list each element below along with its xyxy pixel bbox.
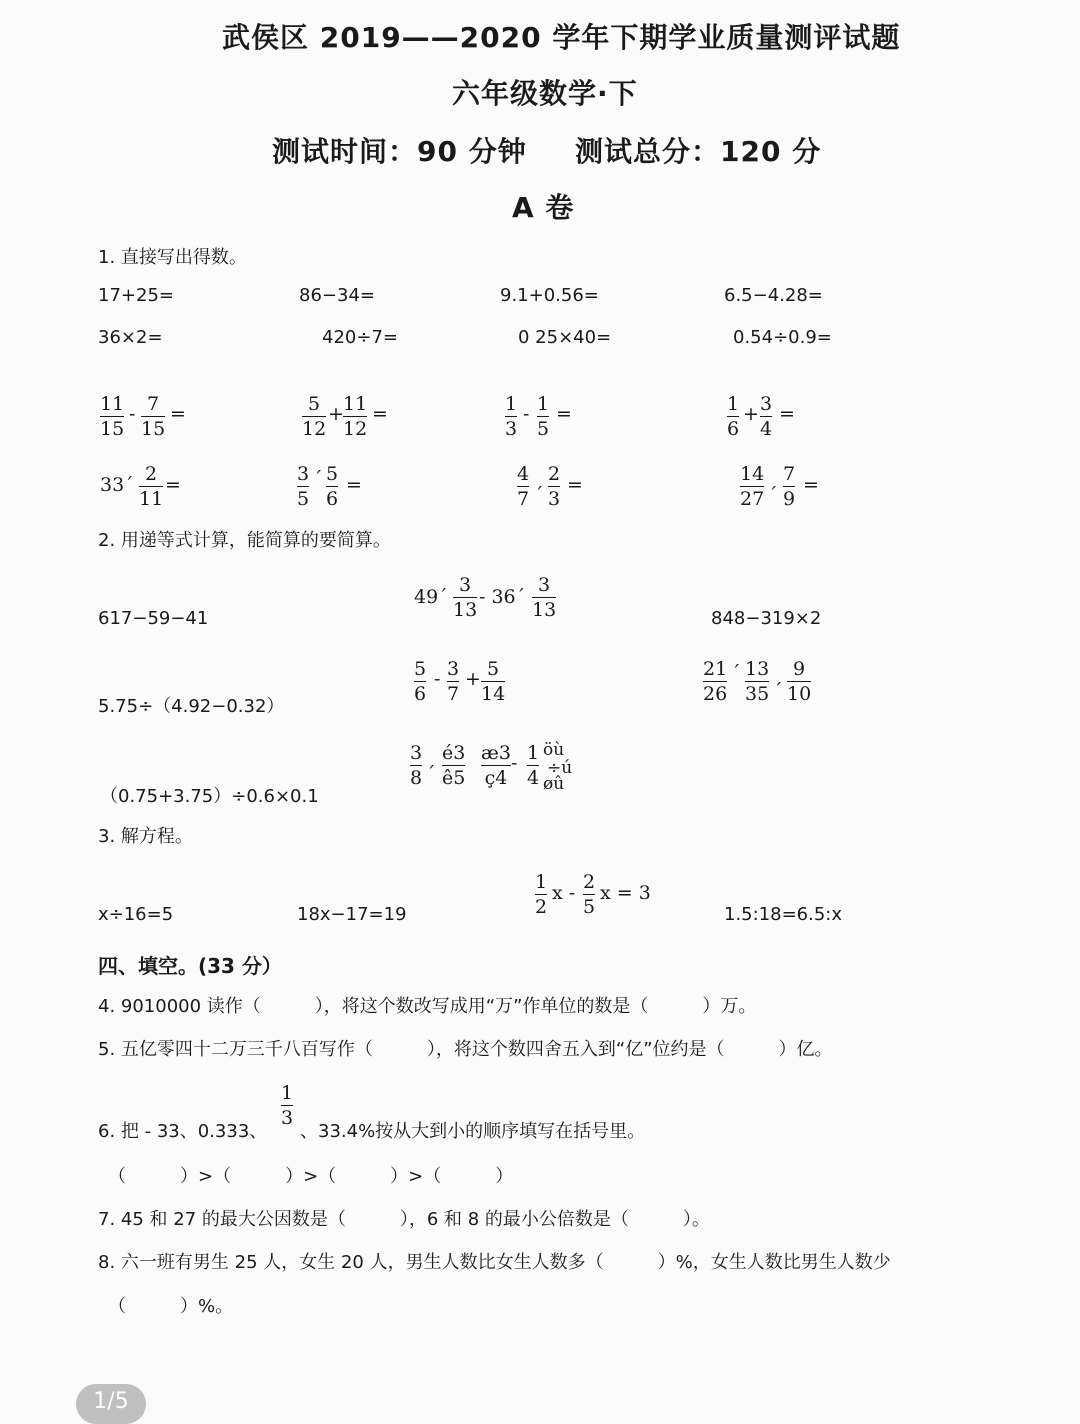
denominator: ê5	[442, 767, 466, 789]
exam-title: 武侯区 2019——2020 学年下期学业质量测评试题	[222, 21, 901, 54]
denominator: 26	[703, 683, 728, 705]
q4-item-4: 4. 9010000 读作（ ），将这个数改写成用“万”作单位的数是（ ）万。	[98, 996, 757, 1017]
item6-suffix: 、33.4%按从大到小的顺序填写在括号里。	[300, 1121, 646, 1142]
q1-row2-item: 0.54÷0.9=	[733, 327, 832, 348]
q1-row1-item: 86−34=	[299, 285, 375, 306]
q3-equation-a: x÷16=5	[98, 904, 174, 925]
denominator: ç4	[484, 767, 508, 789]
equals: =	[170, 403, 186, 425]
q1-heading: 1. 直接写出得数。	[98, 247, 247, 268]
equals: =	[556, 403, 572, 425]
term: x -	[552, 882, 576, 904]
numerator: 13	[745, 658, 770, 680]
numerator: 3	[459, 574, 472, 596]
operator: ´	[426, 763, 436, 785]
q4-item-8: 8. 六一班有男生 25 人，女生 20 人，男生人数比女生人数多（ ）%，女生人数比男生人数少	[98, 1252, 891, 1273]
numerator: 1	[281, 1082, 294, 1104]
numerator: 5	[414, 658, 427, 680]
numerator: 14	[740, 463, 765, 485]
equals: =	[372, 403, 388, 425]
denominator: 3	[505, 418, 518, 440]
denominator: 4	[760, 418, 773, 440]
page-indicator[interactable]: 1/5	[76, 1384, 146, 1424]
numerator: 5	[326, 463, 339, 485]
q4-item-8-continued: （ ）%。	[108, 1296, 234, 1317]
numerator: 3	[410, 742, 423, 764]
numerator: 1	[537, 393, 550, 415]
term: 49´	[414, 586, 448, 608]
denominator: 13	[532, 599, 557, 621]
equals: =	[803, 474, 819, 496]
q1-row1-item: 9.1+0.56=	[500, 285, 599, 306]
q3-equation-d: 1.5:18=6.5:x	[724, 904, 843, 925]
numerator: 7	[147, 393, 160, 415]
denominator: 27	[740, 488, 765, 510]
equals: =	[346, 474, 362, 496]
operator: ´	[534, 484, 544, 506]
equals: =	[779, 403, 795, 425]
denominator: 2	[535, 896, 548, 918]
numerator: 1	[505, 393, 518, 415]
denominator: 35	[745, 683, 770, 705]
section-label: A 卷	[512, 191, 575, 224]
operator: -	[129, 403, 136, 425]
term: x = 3	[600, 882, 651, 904]
numerator: 7	[783, 463, 796, 485]
denominator: 14	[481, 683, 506, 705]
numerator: 21	[703, 658, 728, 680]
operator: +	[328, 403, 344, 425]
q2-problem-a: 617−59−41	[98, 608, 209, 629]
q1-row2-item: 36×2=	[98, 327, 163, 348]
numerator: 4	[517, 463, 530, 485]
operator: -	[511, 752, 518, 774]
numerator: é3	[442, 742, 466, 764]
q4-heading: 四、填空。(33 分）	[98, 954, 282, 978]
denominator: 9	[783, 488, 796, 510]
denominator: 6	[727, 418, 740, 440]
q2-heading: 2. 用递等式计算，能简算的要简算。	[98, 530, 391, 551]
q4-item-7: 7. 45 和 27 的最大公因数是（ ），6 和 8 的最小公倍数是（ ）。	[98, 1209, 710, 1230]
q2-problem-d: 5.75÷（4.92−0.32）	[98, 696, 285, 717]
denominator: 11	[139, 488, 164, 510]
denominator: 4	[527, 767, 540, 789]
numerator: 1	[527, 742, 540, 764]
denominator: 5	[537, 418, 550, 440]
bracket-glyph: ÷ú	[547, 758, 573, 778]
denominator: 12	[343, 418, 368, 440]
bracket-glyph: öù	[543, 740, 565, 760]
numerator: 2	[548, 463, 561, 485]
numerator: 9	[793, 658, 806, 680]
denominator: 8	[410, 767, 423, 789]
prefix: 33´	[100, 474, 134, 496]
equals: =	[567, 474, 583, 496]
q1-row1-item: 17+25=	[98, 285, 174, 306]
exam-time: 测试时间：90 分钟	[272, 135, 527, 168]
denominator: 6	[326, 488, 339, 510]
denominator: 5	[297, 488, 310, 510]
operator: +	[743, 403, 759, 425]
numerator: 5	[308, 393, 321, 415]
denominator: 5	[583, 896, 596, 918]
operator: +	[465, 668, 481, 690]
exam-subtitle: 六年级数学·下	[452, 77, 638, 110]
denominator: 7	[517, 488, 530, 510]
q1-row1-item: 6.5−4.28=	[724, 285, 823, 306]
equals: =	[165, 474, 181, 496]
numerator: 11	[343, 393, 368, 415]
operator: ´	[313, 468, 323, 490]
item6-prefix: 6. 把 - 33、0.333、	[98, 1121, 268, 1142]
exam-total-score: 测试总分：120 分	[575, 135, 822, 168]
q1-row2-item: 0 25×40=	[518, 327, 612, 348]
numerator: 1	[535, 871, 548, 893]
q4-item-5: 5. 五亿零四十二万三千八百写作（ ），将这个数四舍五入到“亿”位约是（ ）亿。	[98, 1039, 833, 1060]
q1-row2-item: 420÷7=	[322, 327, 398, 348]
numerator: 5	[487, 658, 500, 680]
operator: ´	[731, 662, 741, 684]
numerator: 3	[297, 463, 310, 485]
numerator: 2	[145, 463, 158, 485]
q4-item-6-answer-line: （ ）>（ ）>（ ）>（ ）	[108, 1166, 514, 1187]
operator: -	[523, 403, 530, 425]
numerator: æ3	[481, 742, 511, 764]
denominator: 10	[787, 683, 812, 705]
numerator: 3	[447, 658, 460, 680]
numerator: 3	[760, 393, 773, 415]
numerator: 11	[100, 393, 125, 415]
operator: ´	[773, 680, 783, 702]
denominator: 3	[281, 1107, 294, 1129]
denominator: 6	[414, 683, 427, 705]
denominator: 12	[302, 418, 327, 440]
numerator: 2	[583, 871, 596, 893]
numerator: 1	[727, 393, 740, 415]
q3-equation-b: 18x−17=19	[297, 904, 407, 925]
denominator: 3	[548, 488, 561, 510]
operator: -	[434, 668, 441, 690]
term: - 36´	[479, 586, 526, 608]
denominator: 13	[453, 599, 478, 621]
denominator: 7	[447, 683, 460, 705]
q2-problem-c: 848−319×2	[711, 608, 822, 629]
bracket-glyph: øû	[543, 774, 565, 794]
q2-problem-g: （0.75+3.75）÷0.6×0.1	[100, 786, 319, 807]
denominator: 15	[141, 418, 166, 440]
operator: ´	[768, 484, 778, 506]
numerator: 3	[538, 574, 551, 596]
q3-heading: 3. 解方程。	[98, 826, 193, 847]
denominator: 15	[100, 418, 125, 440]
